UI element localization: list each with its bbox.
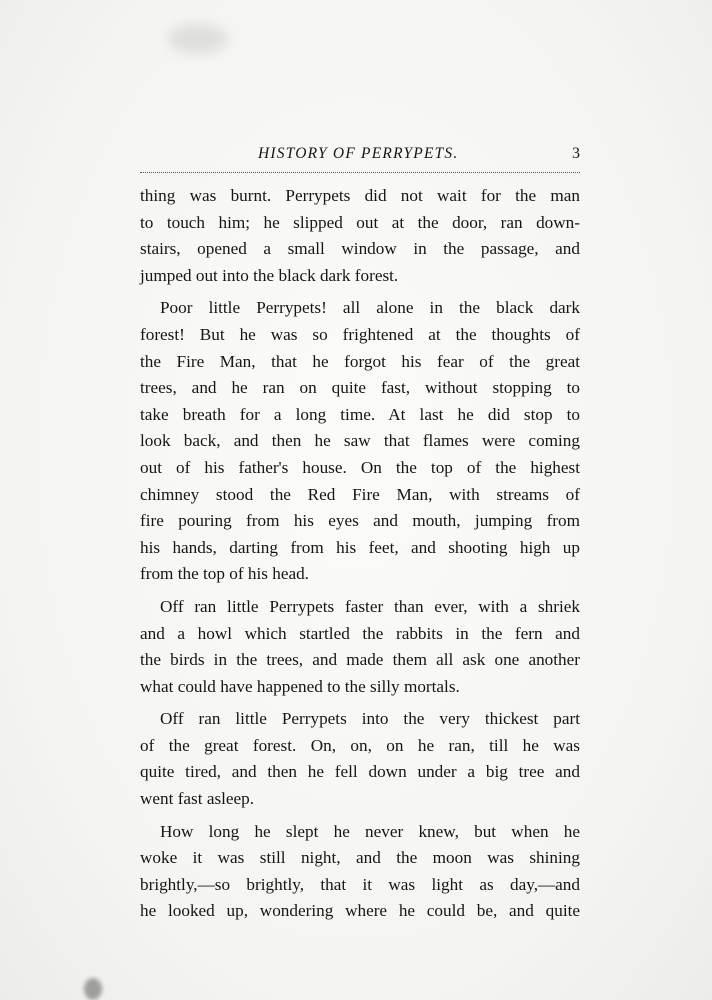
text-line: he looked up, wondering where he could be, and quite (140, 901, 580, 921)
running-title: HISTORY OF PERRYPETS. (258, 145, 459, 162)
paragraph (140, 594, 580, 700)
paragraph (140, 183, 580, 289)
text-line: fire pouring from his eyes and mouth, jumping from (140, 511, 580, 531)
text-line: went fast asleep. (140, 789, 255, 809)
page-number: 3 (572, 145, 580, 162)
paragraph (140, 295, 580, 588)
page-smudge (168, 24, 228, 54)
text-line: out of his father's house. On the top of the highest (140, 457, 580, 477)
text-line: the birds in the trees, and made them all ask one another (140, 650, 580, 670)
page-smudge (84, 978, 102, 1000)
paragraph (140, 819, 580, 925)
text-line: what could have happened to the silly mortals. (140, 676, 460, 696)
text-line: look back, and then he saw that flames were coming (140, 431, 580, 451)
text-line: thing was burnt. Perrypets did not wait for the man (140, 186, 580, 205)
text-line: from the top of his head. (140, 564, 309, 584)
paragraph (140, 706, 580, 812)
text-line: of the great forest. On, on, on he ran, till he was (140, 735, 580, 755)
text-line: Poor little Perrypets! all alone in the black dark (160, 298, 580, 318)
body-text (140, 183, 580, 925)
text-line: forest! But he was so frightened at the thoughts of (140, 324, 580, 344)
text-line: brightly,—so brightly, that it was light as day,—and (140, 874, 580, 894)
text-line: Off ran little Perrypets faster than ever, with a shriek (160, 596, 580, 616)
text-line: and a howl which startled the rabbits in the fern and (140, 623, 580, 643)
text-line: trees, and he ran on quite fast, without stopping to (140, 378, 580, 398)
text-line: How long he slept he never knew, but when he (160, 821, 580, 841)
text-line: woke it was still night, and the moon was shining (140, 848, 580, 868)
text-line: his hands, darting from his feet, and shooting high up (140, 537, 580, 557)
text-line: Off ran little Perrypets into the very thickest part (160, 709, 580, 729)
page-header (140, 145, 580, 175)
text-line: quite tired, and then he fell down under a big tree and (140, 762, 580, 782)
text-line: jumped out into the black dark forest. (140, 265, 399, 285)
text-line: chimney stood the Red Fire Man, with streams of (140, 484, 580, 504)
text-line: stairs, opened a small window in the passage, and (140, 239, 580, 259)
header-rule (140, 172, 580, 173)
text-line: to touch him; he slipped out at the door, ran down- (140, 212, 580, 232)
text-line: take breath for a long time. At last he did stop to (140, 404, 580, 424)
text-line: the Fire Man, that he forgot his fear of the great (140, 351, 580, 371)
